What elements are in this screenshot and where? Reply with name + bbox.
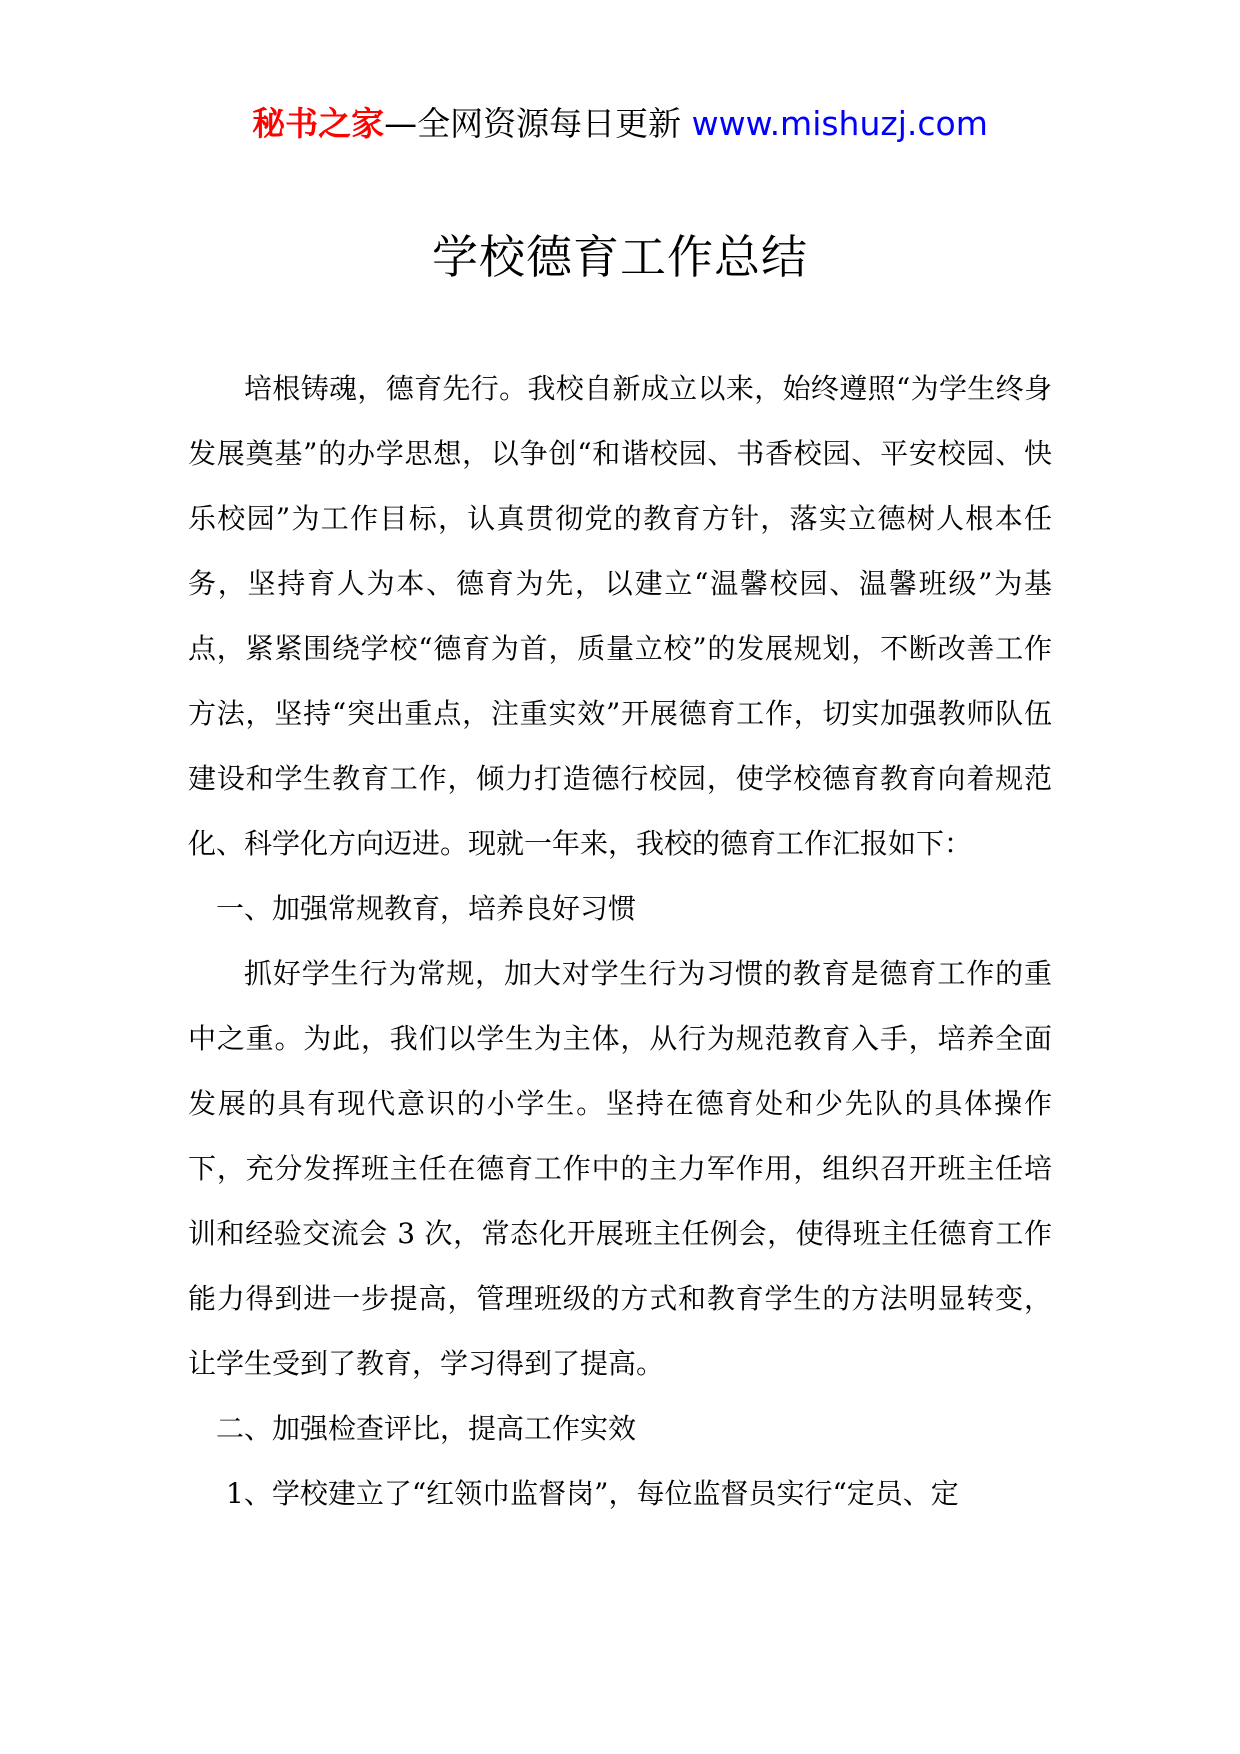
document-title: 学校德育工作总结 [432,230,808,284]
site-url-link[interactable]: www.mishuzj.com [691,104,988,143]
section-paragraph-1: 抓好学生行为常规，加大对学生行为习惯的教育是德育工作的重中之重。为此，我们以学生为主体，从行为规范教育入手，培养全面发展的具有现代意识的小学生。坚持在德育处和少先队的具体操作下，充分发挥班主任在德育工作中的主力军作用，组织召开班主任培训和经验交流会 3 次，常态化开展班主任例会，使得班主任德育工作能力得到进一步提高，管理班级的方式和教育学生的方法明显转变，让学生受到了教育，学习得到了提高。 [188,957,1052,1380]
section-heading-2: 二、加强检查评比，提高工作实效 [216,1412,637,1445]
document-body [188,356,1052,1526]
section-item-2-1: 1、学校建立了“红领巾监督岗”，每位监督员实行“定员、定 [226,1477,959,1510]
header-tagline: —全网资源每日更新 [384,104,682,143]
brand-name: 秘书之家 [252,104,385,143]
intro-paragraph: 培根铸魂，德育先行。我校自新成立以来，始终遵照“为学生终身发展奠基”的办学思想，以争创“和谐校园、书香校园、平安校园、快乐校园”为工作目标，认真贯彻党的教育方针，落实立德树人根本任务，坚持育人为本、德育为先，以建立“温馨校园、温馨班级”为基点，紧紧围绕学校“德育为首，质量立校”的发展规划，不断改善工作方法，坚持“突出重点，注重实效”开展德育工作，切实加强教师队伍建设和学生教育工作，倾力打造德行校园，使学校德育教育向着规范化、科学化方向迈进。现就一年来，我校的德育工作汇报如下： [188,372,1052,860]
section-heading-1: 一、加强常规教育，培养良好习惯 [216,892,637,925]
site-header [0,100,1240,148]
